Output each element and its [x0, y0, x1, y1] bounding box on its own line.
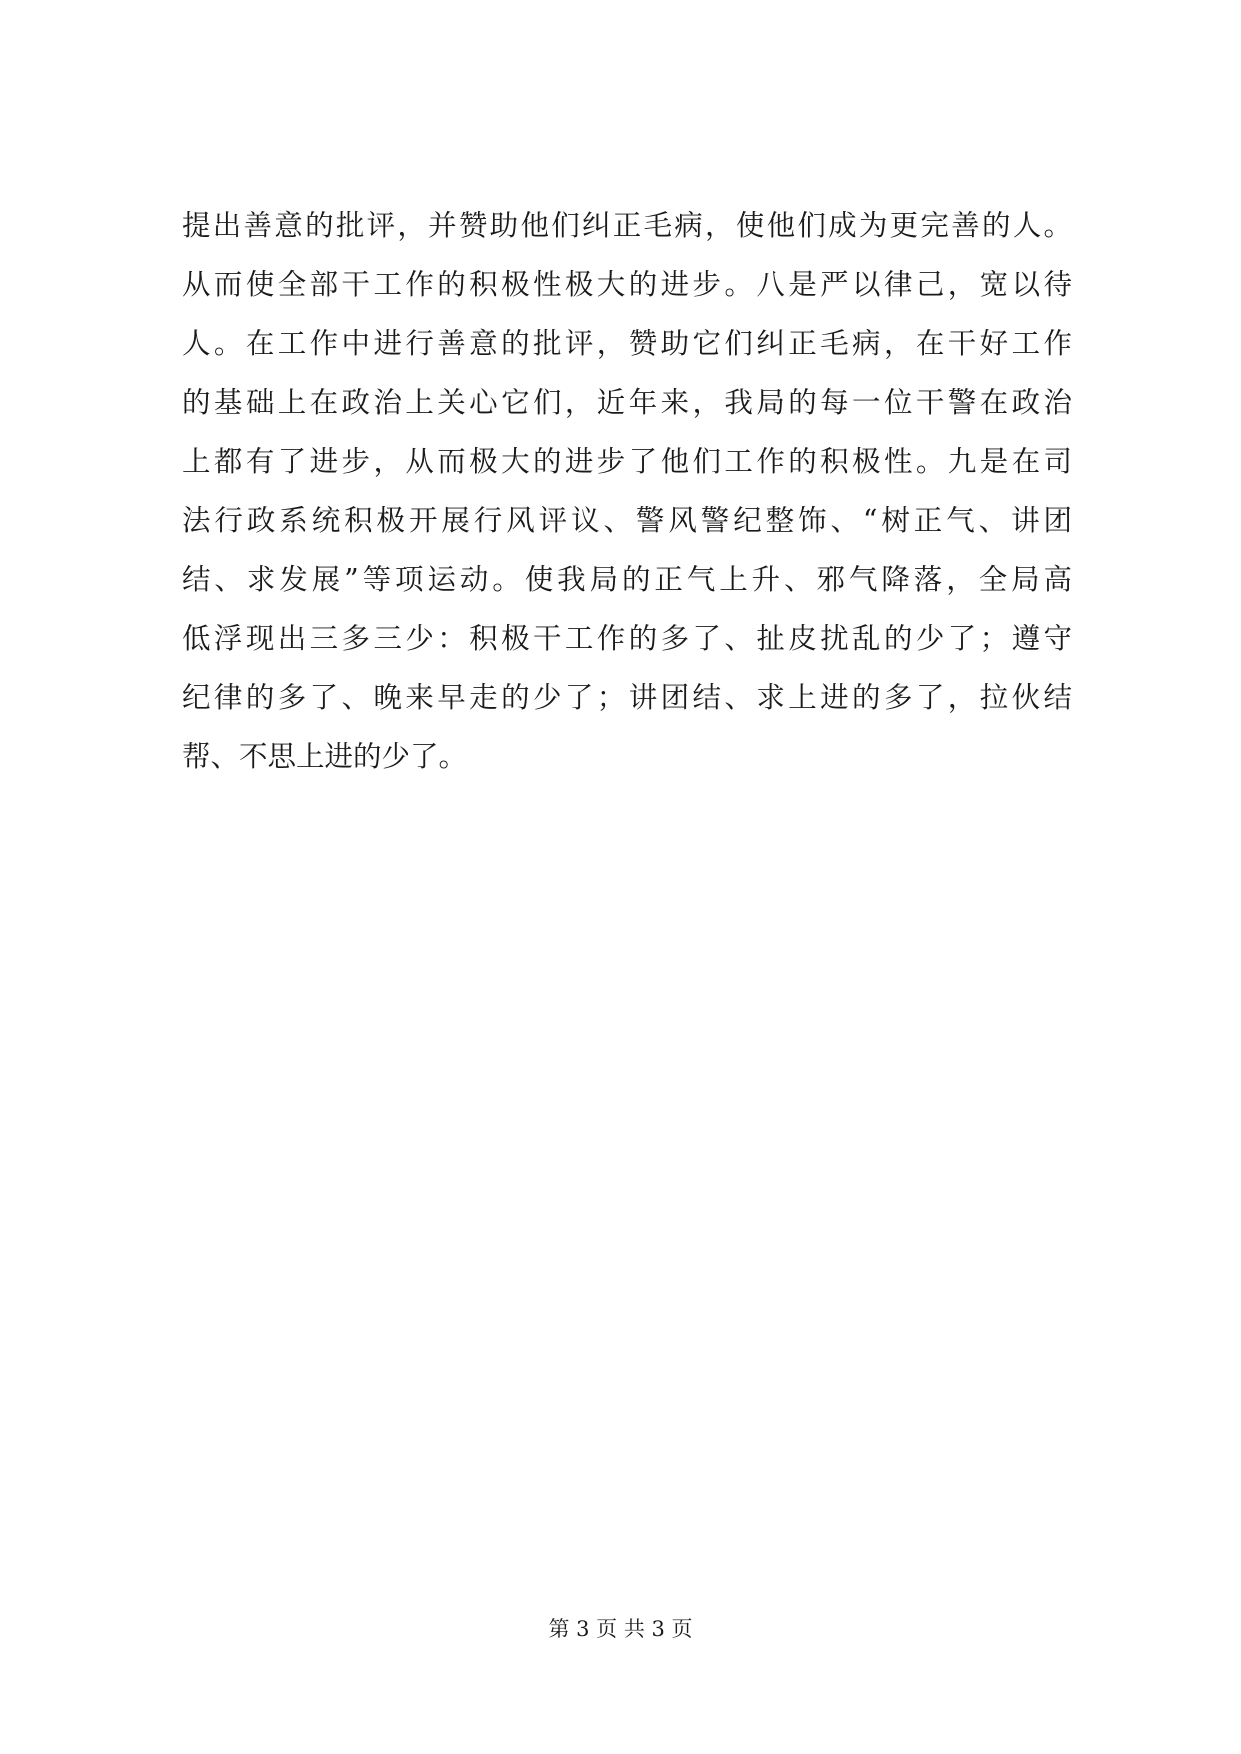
text-line: 结、求发展”等项运动。使我局的正气上升、邪气降落，全局高 [182, 563, 1072, 596]
text-line: 低浮现出三多三少：积极干工作的多了、扯皮扰乱的少了；遵守 [182, 622, 1072, 655]
text-line: 从而使全部干工作的积极性极大的进步。八是严以律己，宽以待 [182, 268, 1072, 301]
text-line: 帮、不思上进的少了。 [182, 740, 468, 773]
text-line: 法行政系统积极开展行风评议、警风警纪整饰、“树正气、讲团 [182, 504, 1072, 537]
text-line: 提出善意的批评，并赞助他们纠正毛病，使他们成为更完善的人。 [182, 209, 1072, 242]
text-line: 上都有了进步，从而极大的进步了他们工作的积极性。九是在司 [182, 445, 1072, 478]
text-line: 人。在工作中进行善意的批评，赞助它们纠正毛病，在干好工作 [182, 327, 1072, 360]
text-line: 的基础上在政治上关心它们，近年来，我局的每一位干警在政治 [182, 386, 1072, 419]
body-paragraph [182, 196, 1072, 786]
text-line: 纪律的多了、晚来早走的少了；讲团结、求上进的多了，拉伙结 [182, 681, 1072, 714]
page-number-footer: 第 3 页 共 3 页 [548, 1617, 693, 1641]
